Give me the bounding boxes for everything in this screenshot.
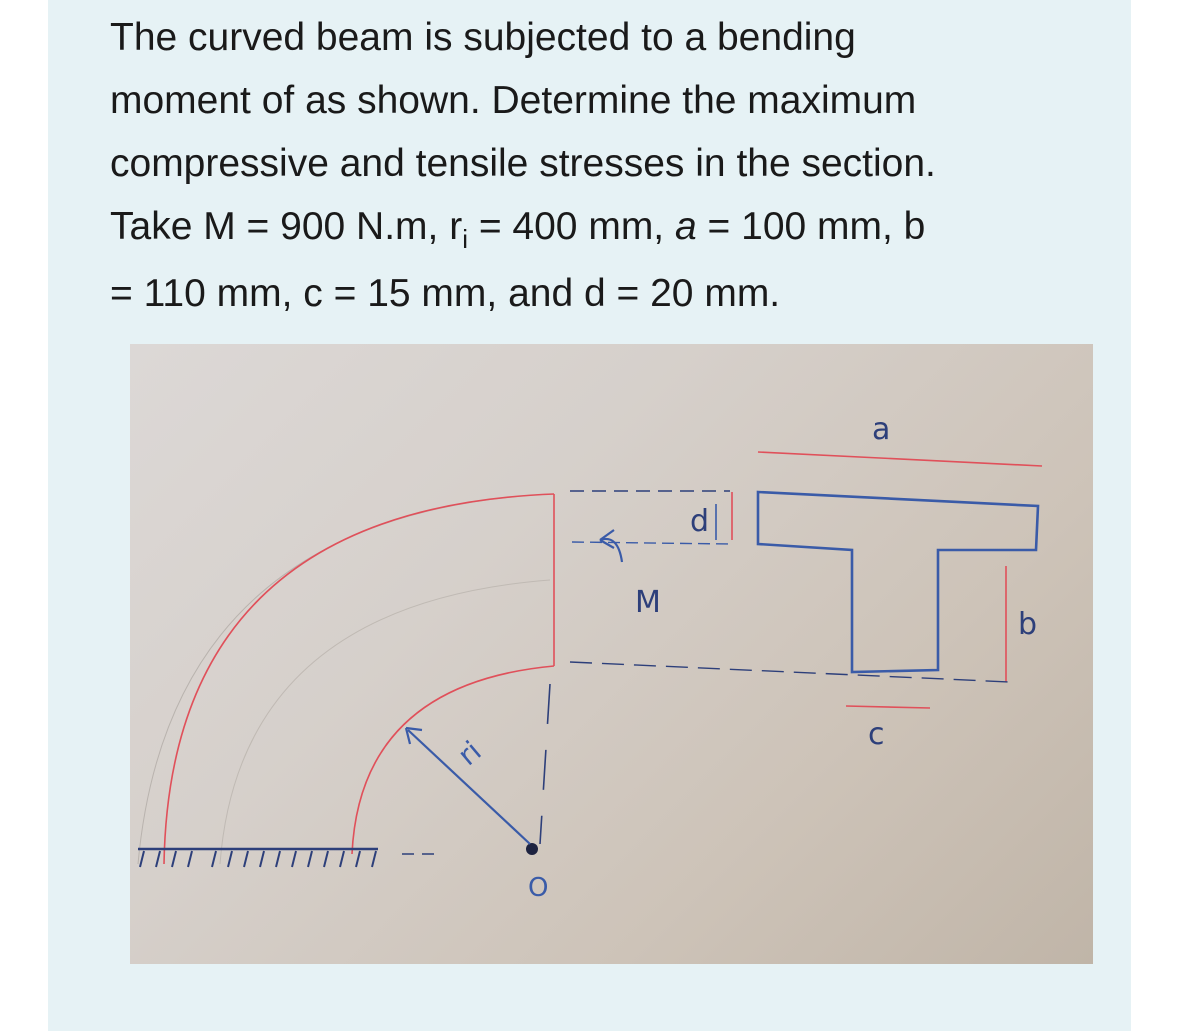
c-dimension-line [846,706,930,708]
ri-subscript: i [462,224,468,254]
given-a-b: = 100 mm, b [696,205,926,248]
ri-label: ri [451,734,488,773]
given-M-ri: Take M = 900 N.m, r [110,205,463,248]
pencil-arc-middle [220,580,550,864]
problem-line-5: = 110 mm, c = 15 mm, and d = 20 mm. [110,272,781,315]
beam-figure-photo [130,344,1093,964]
beam-outer-arc [164,494,554,864]
a-dimension-line [758,452,1042,466]
t-section-outline [758,492,1038,672]
problem-statement [110,6,1070,325]
problem-line-1: The curved beam is subjected to a bending [110,16,856,59]
center-dashed-line [540,684,550,844]
problem-line-2: moment of as shown. Determine the maximum [110,79,917,122]
center-point [526,843,538,855]
M-label: M [635,585,661,620]
O-label: O [528,873,549,903]
given-ri-value: = 400 mm, [467,205,675,248]
ground-hatching [140,851,376,867]
beam-inner-arc [352,666,554,854]
moment-dash-line [572,542,730,544]
b-label: b [1018,607,1038,642]
d-label: d [690,504,710,539]
var-a: a [674,205,697,248]
beam-figure-drawing [130,344,1093,964]
a-label: a [872,412,891,447]
bottom-dashed-line [570,662,1010,682]
c-label: c [868,717,885,752]
pencil-arc-outer [138,494,550,864]
problem-line-4 [110,195,1070,262]
problem-line-3: compressive and tensile stresses in the section. [110,142,936,185]
